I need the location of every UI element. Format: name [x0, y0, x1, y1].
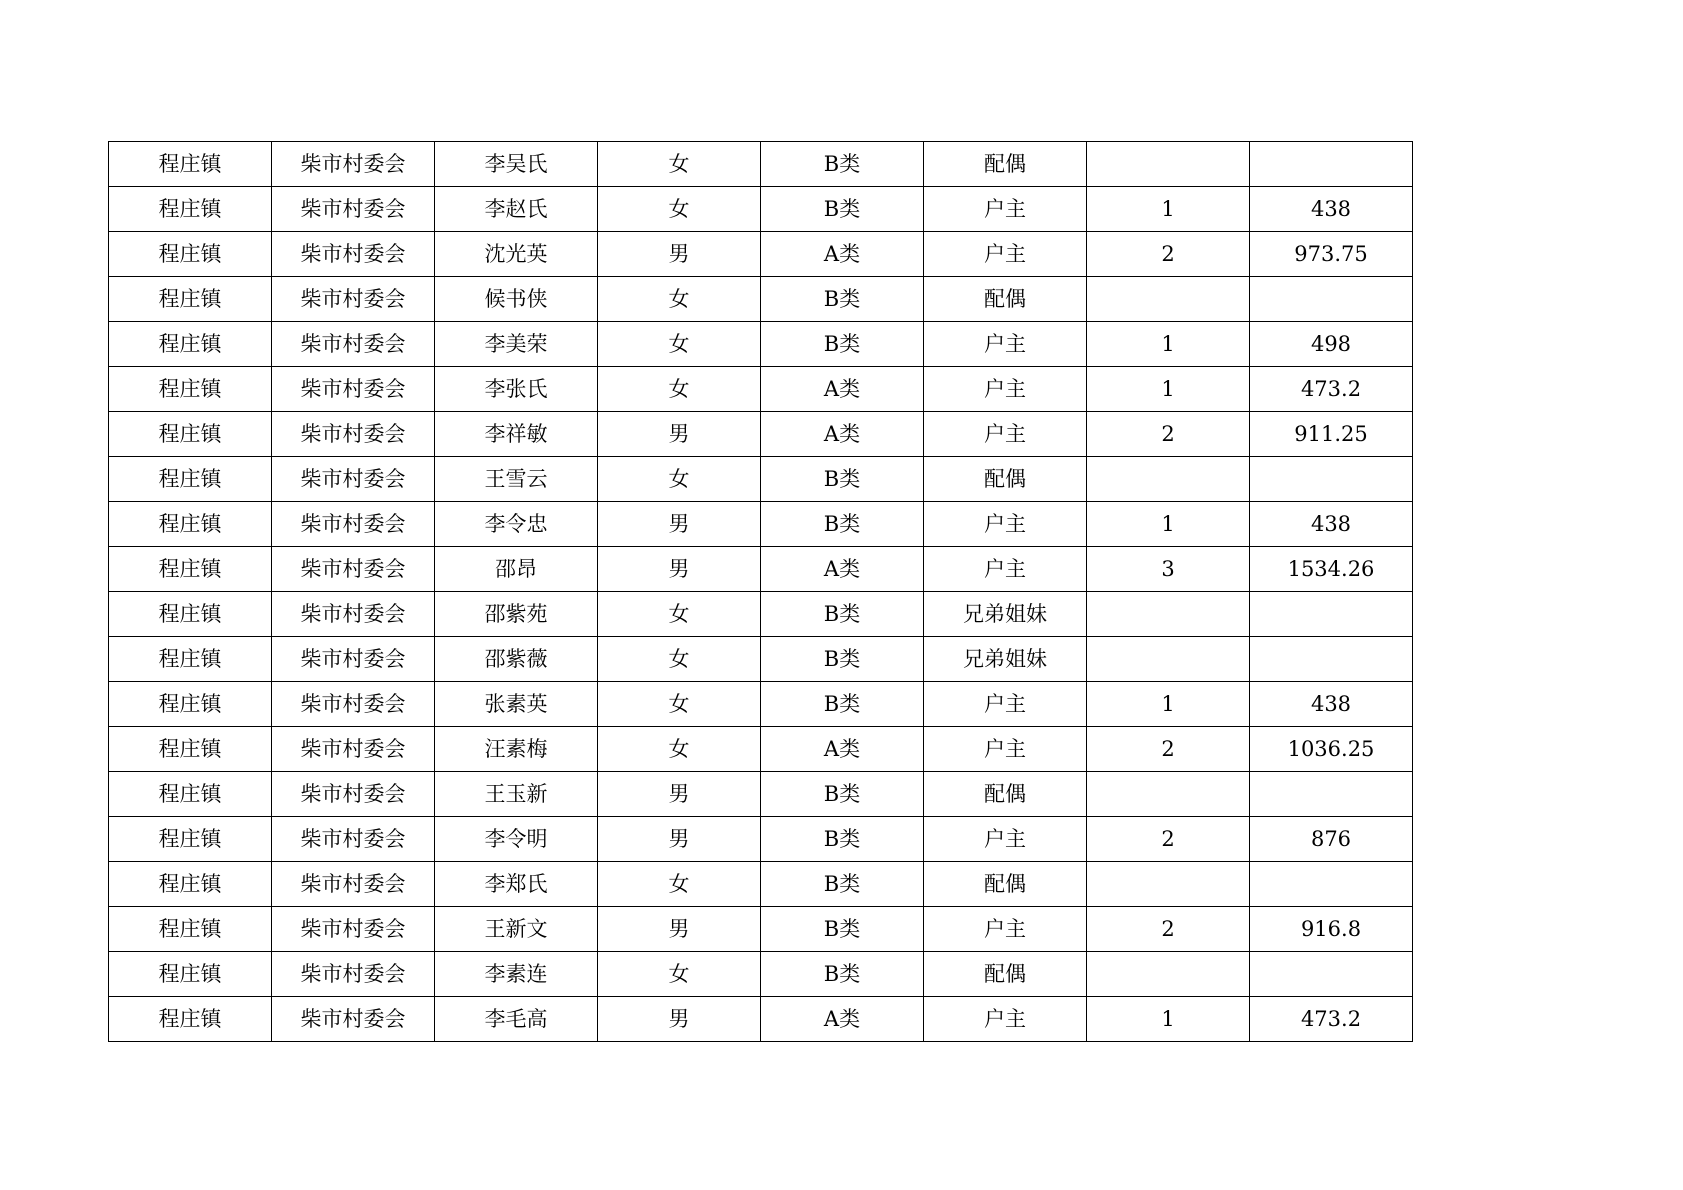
name-cell: 邵紫苑 — [435, 592, 598, 637]
category-cell: B类 — [761, 457, 924, 502]
category-cell: B类 — [761, 592, 924, 637]
village-cell: 柴市村委会 — [272, 412, 435, 457]
town-cell: 程庄镇 — [109, 322, 272, 367]
category-cell: B类 — [761, 322, 924, 367]
gender-cell: 女 — [598, 952, 761, 997]
relation-cell: 兄弟姐妹 — [924, 637, 1087, 682]
village-cell: 柴市村委会 — [272, 817, 435, 862]
village-cell: 柴市村委会 — [272, 772, 435, 817]
gender-cell: 女 — [598, 727, 761, 772]
town-cell: 程庄镇 — [109, 727, 272, 772]
table-row — [109, 232, 1413, 277]
village-cell: 柴市村委会 — [272, 457, 435, 502]
count-cell: 2 — [1087, 817, 1250, 862]
name-cell: 张素英 — [435, 682, 598, 727]
amount-cell: 973.75 — [1250, 232, 1413, 277]
gender-cell: 女 — [598, 322, 761, 367]
count-cell — [1087, 952, 1250, 997]
town-cell: 程庄镇 — [109, 412, 272, 457]
village-cell: 柴市村委会 — [272, 367, 435, 412]
category-cell: B类 — [761, 502, 924, 547]
town-cell: 程庄镇 — [109, 457, 272, 502]
relation-cell: 配偶 — [924, 952, 1087, 997]
town-cell: 程庄镇 — [109, 367, 272, 412]
count-cell: 2 — [1087, 232, 1250, 277]
table-row — [109, 817, 1413, 862]
town-cell: 程庄镇 — [109, 142, 272, 187]
table-row — [109, 142, 1413, 187]
relation-cell: 配偶 — [924, 862, 1087, 907]
amount-cell — [1250, 142, 1413, 187]
gender-cell: 女 — [598, 457, 761, 502]
relation-cell: 配偶 — [924, 277, 1087, 322]
count-cell — [1087, 637, 1250, 682]
town-cell: 程庄镇 — [109, 637, 272, 682]
category-cell: B类 — [761, 952, 924, 997]
relation-cell: 户主 — [924, 232, 1087, 277]
name-cell: 王新文 — [435, 907, 598, 952]
amount-cell: 473.2 — [1250, 367, 1413, 412]
amount-cell — [1250, 862, 1413, 907]
village-cell: 柴市村委会 — [272, 952, 435, 997]
count-cell: 1 — [1087, 997, 1250, 1042]
relation-cell: 户主 — [924, 187, 1087, 232]
village-cell: 柴市村委会 — [272, 907, 435, 952]
village-cell: 柴市村委会 — [272, 862, 435, 907]
table-row — [109, 502, 1413, 547]
name-cell: 李祥敏 — [435, 412, 598, 457]
table-row — [109, 277, 1413, 322]
village-cell: 柴市村委会 — [272, 592, 435, 637]
town-cell: 程庄镇 — [109, 952, 272, 997]
relation-cell: 户主 — [924, 412, 1087, 457]
gender-cell: 女 — [598, 682, 761, 727]
relation-cell: 户主 — [924, 907, 1087, 952]
village-cell: 柴市村委会 — [272, 502, 435, 547]
name-cell: 李令明 — [435, 817, 598, 862]
gender-cell: 男 — [598, 547, 761, 592]
name-cell: 李令忠 — [435, 502, 598, 547]
data-table — [108, 141, 1413, 1042]
town-cell: 程庄镇 — [109, 187, 272, 232]
town-cell: 程庄镇 — [109, 232, 272, 277]
town-cell: 程庄镇 — [109, 277, 272, 322]
village-cell: 柴市村委会 — [272, 682, 435, 727]
category-cell: B类 — [761, 817, 924, 862]
amount-cell: 911.25 — [1250, 412, 1413, 457]
amount-cell: 498 — [1250, 322, 1413, 367]
amount-cell: 438 — [1250, 187, 1413, 232]
table-row — [109, 412, 1413, 457]
amount-cell: 1534.26 — [1250, 547, 1413, 592]
count-cell: 2 — [1087, 727, 1250, 772]
amount-cell — [1250, 772, 1413, 817]
count-cell: 2 — [1087, 412, 1250, 457]
name-cell: 李赵氏 — [435, 187, 598, 232]
town-cell: 程庄镇 — [109, 907, 272, 952]
relation-cell: 户主 — [924, 817, 1087, 862]
village-cell: 柴市村委会 — [272, 997, 435, 1042]
category-cell: B类 — [761, 682, 924, 727]
table-row — [109, 907, 1413, 952]
table-row — [109, 772, 1413, 817]
table-row — [109, 547, 1413, 592]
name-cell: 李毛高 — [435, 997, 598, 1042]
category-cell: A类 — [761, 232, 924, 277]
town-cell: 程庄镇 — [109, 772, 272, 817]
relation-cell: 户主 — [924, 727, 1087, 772]
relation-cell: 户主 — [924, 547, 1087, 592]
name-cell: 李郑氏 — [435, 862, 598, 907]
category-cell: B类 — [761, 772, 924, 817]
village-cell: 柴市村委会 — [272, 232, 435, 277]
gender-cell: 女 — [598, 142, 761, 187]
category-cell: A类 — [761, 412, 924, 457]
amount-cell — [1250, 277, 1413, 322]
name-cell: 邵紫薇 — [435, 637, 598, 682]
town-cell: 程庄镇 — [109, 547, 272, 592]
gender-cell: 男 — [598, 232, 761, 277]
gender-cell: 男 — [598, 907, 761, 952]
name-cell: 候书侠 — [435, 277, 598, 322]
table-row — [109, 457, 1413, 502]
category-cell: A类 — [761, 547, 924, 592]
count-cell: 2 — [1087, 907, 1250, 952]
gender-cell: 女 — [598, 637, 761, 682]
table-row — [109, 727, 1413, 772]
relation-cell: 兄弟姐妹 — [924, 592, 1087, 637]
table-row — [109, 862, 1413, 907]
gender-cell: 男 — [598, 502, 761, 547]
amount-cell: 473.2 — [1250, 997, 1413, 1042]
table-row — [109, 367, 1413, 412]
name-cell: 王玉新 — [435, 772, 598, 817]
table-row — [109, 997, 1413, 1042]
category-cell: B类 — [761, 187, 924, 232]
count-cell: 1 — [1087, 367, 1250, 412]
town-cell: 程庄镇 — [109, 592, 272, 637]
name-cell: 王雪云 — [435, 457, 598, 502]
village-cell: 柴市村委会 — [272, 187, 435, 232]
table-body — [109, 142, 1413, 1042]
relation-cell: 户主 — [924, 367, 1087, 412]
table-row — [109, 592, 1413, 637]
amount-cell: 1036.25 — [1250, 727, 1413, 772]
count-cell — [1087, 277, 1250, 322]
relation-cell: 配偶 — [924, 142, 1087, 187]
amount-cell — [1250, 457, 1413, 502]
table-row — [109, 952, 1413, 997]
count-cell: 1 — [1087, 682, 1250, 727]
name-cell: 李素连 — [435, 952, 598, 997]
gender-cell: 男 — [598, 772, 761, 817]
amount-cell: 438 — [1250, 682, 1413, 727]
count-cell: 1 — [1087, 187, 1250, 232]
gender-cell: 女 — [598, 367, 761, 412]
count-cell — [1087, 457, 1250, 502]
name-cell: 李美荣 — [435, 322, 598, 367]
category-cell: B类 — [761, 862, 924, 907]
name-cell: 李吴氏 — [435, 142, 598, 187]
relation-cell: 户主 — [924, 682, 1087, 727]
gender-cell: 女 — [598, 187, 761, 232]
category-cell: A类 — [761, 367, 924, 412]
amount-cell: 876 — [1250, 817, 1413, 862]
count-cell: 3 — [1087, 547, 1250, 592]
count-cell: 1 — [1087, 322, 1250, 367]
village-cell: 柴市村委会 — [272, 547, 435, 592]
gender-cell: 男 — [598, 817, 761, 862]
gender-cell: 女 — [598, 862, 761, 907]
village-cell: 柴市村委会 — [272, 277, 435, 322]
amount-cell — [1250, 952, 1413, 997]
count-cell — [1087, 592, 1250, 637]
count-cell — [1087, 142, 1250, 187]
amount-cell — [1250, 592, 1413, 637]
relation-cell: 户主 — [924, 997, 1087, 1042]
gender-cell: 女 — [598, 277, 761, 322]
relation-cell: 户主 — [924, 502, 1087, 547]
village-cell: 柴市村委会 — [272, 727, 435, 772]
category-cell: B类 — [761, 907, 924, 952]
category-cell: A类 — [761, 727, 924, 772]
category-cell: B类 — [761, 277, 924, 322]
category-cell: B类 — [761, 142, 924, 187]
gender-cell: 男 — [598, 997, 761, 1042]
category-cell: A类 — [761, 997, 924, 1042]
village-cell: 柴市村委会 — [272, 322, 435, 367]
name-cell: 汪素梅 — [435, 727, 598, 772]
relation-cell: 户主 — [924, 322, 1087, 367]
town-cell: 程庄镇 — [109, 997, 272, 1042]
town-cell: 程庄镇 — [109, 502, 272, 547]
amount-cell: 916.8 — [1250, 907, 1413, 952]
town-cell: 程庄镇 — [109, 862, 272, 907]
table-row — [109, 322, 1413, 367]
name-cell: 李张氏 — [435, 367, 598, 412]
name-cell: 邵昂 — [435, 547, 598, 592]
count-cell: 1 — [1087, 502, 1250, 547]
relation-cell: 配偶 — [924, 772, 1087, 817]
count-cell — [1087, 862, 1250, 907]
category-cell: B类 — [761, 637, 924, 682]
gender-cell: 女 — [598, 592, 761, 637]
town-cell: 程庄镇 — [109, 682, 272, 727]
name-cell: 沈光英 — [435, 232, 598, 277]
village-cell: 柴市村委会 — [272, 142, 435, 187]
town-cell: 程庄镇 — [109, 817, 272, 862]
amount-cell — [1250, 637, 1413, 682]
village-cell: 柴市村委会 — [272, 637, 435, 682]
count-cell — [1087, 772, 1250, 817]
relation-cell: 配偶 — [924, 457, 1087, 502]
amount-cell: 438 — [1250, 502, 1413, 547]
table-row — [109, 637, 1413, 682]
table-row — [109, 187, 1413, 232]
table-row — [109, 682, 1413, 727]
gender-cell: 男 — [598, 412, 761, 457]
